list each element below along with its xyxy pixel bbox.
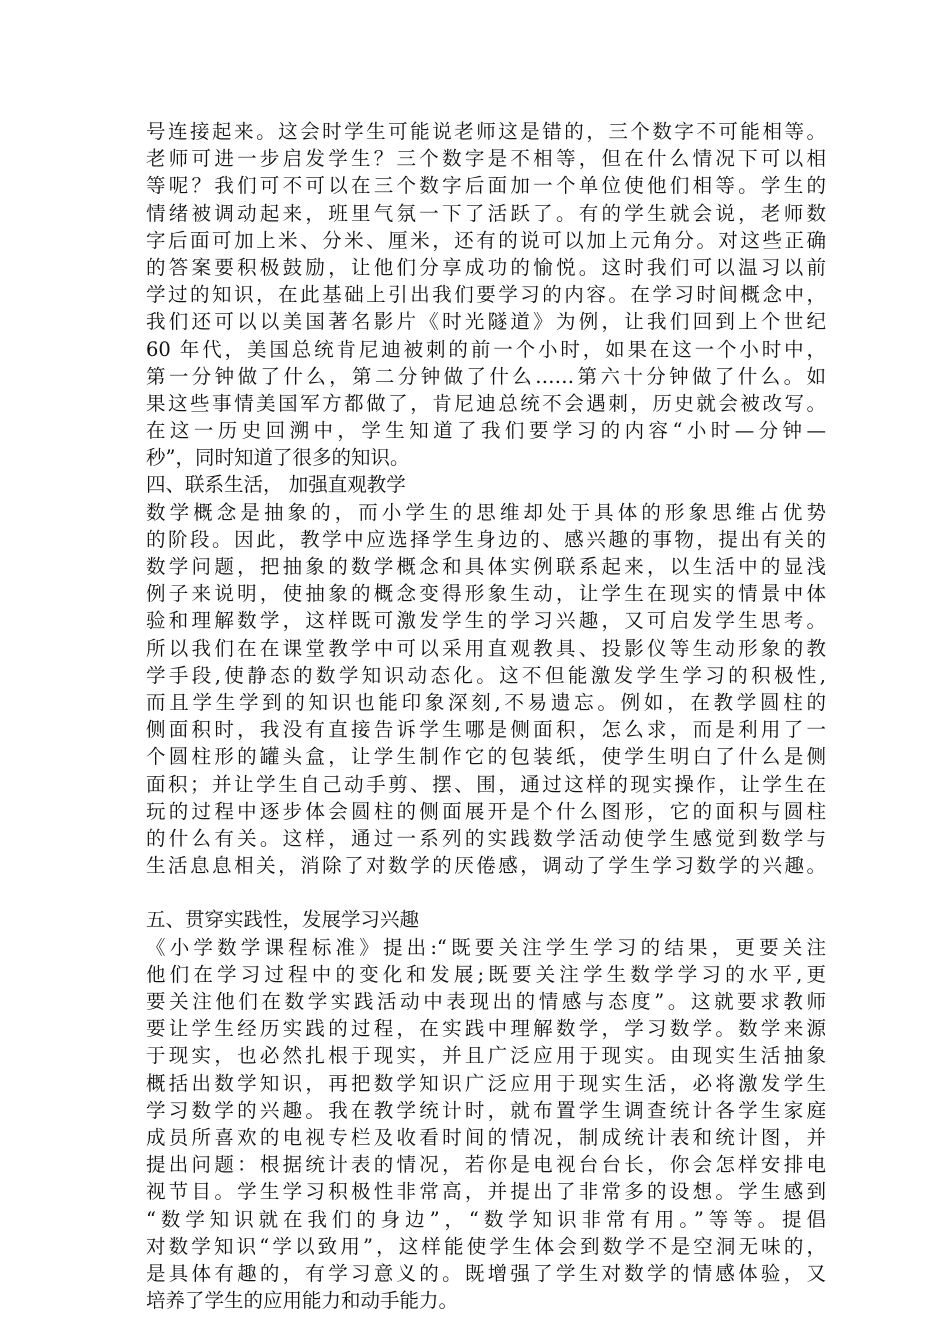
text-line: 数学概念是抽象的，而小学生的思维却处于具体的形象思维占优势 <box>146 500 826 524</box>
document-body <box>146 118 826 1314</box>
text-line: 验和理解数学，这样既可激发学生的学习兴趣，又可启发学生思考。 <box>146 609 826 633</box>
text-line: 等呢？我们可不可以在三个数字后面加一个单位使他们相等。学生的 <box>146 174 826 198</box>
text-line: 果这些事情美国军方都做了，肯尼迪总统不会遇刺，历史就会被改写。 <box>146 391 826 415</box>
text-line: 个圆柱形的罐头盒，让学生制作它的包装纸，使学生明白了什么是侧 <box>146 745 826 769</box>
text-line: 对数学知识“学以致用”，这样能使学生体会到数学不是空洞无味的， <box>146 1234 826 1258</box>
text-line: 生活息息相关，消除了对数学的厌倦感，调动了学生学习数学的兴趣。 <box>146 854 826 878</box>
text-line: 视节目。学生学习积极性非常高，并提出了非常多的设想。学生感到 <box>146 1180 826 1204</box>
text-line: 五、贯穿实践性，发展学习兴趣 <box>146 908 420 932</box>
text-line: 的答案要积极鼓励，让他们分享成功的愉悦。这时我们可以温习以前 <box>146 255 826 279</box>
text-line: 在这一历史回溯中，学生知道了我们要学习的内容“小时—分钟— <box>146 419 826 443</box>
text-line: 学习数学的兴趣。我在教学统计时，就布置学生调查统计各学生家庭 <box>146 1098 826 1122</box>
paragraph-gap <box>146 879 826 906</box>
text-line: 的什么有关。这样，通过一系列的实践数学活动使学生感觉到数学与 <box>146 826 826 850</box>
text-line: 所以我们在在课堂教学中可以采用直观教具、投影仪等生动形象的教 <box>146 636 826 660</box>
text-line: 成员所喜欢的电视专栏及收看时间的情况，制成统计表和统计图，并 <box>146 1125 826 1149</box>
text-line: 四、联系生活， 加强直观教学 <box>146 473 406 497</box>
text-line: 面积；并让学生自己动手剪、摆、围，通过这样的现实操作，让学生在 <box>146 772 826 796</box>
text-line: 的阶段。因此，教学中应选择学生身边的、感兴趣的事物，提出有关的 <box>146 527 826 551</box>
text-line: 学手段,使静态的数学知识动态化。这不但能激发学生学习的积极性, <box>146 663 826 687</box>
text-line: 于现实，也必然扎根于现实，并且广泛应用于现实。由现实生活抽象 <box>146 1044 826 1068</box>
text-line: 提出问题：根据统计表的情况，若你是电视台台长，你会怎样安排电 <box>146 1153 826 1177</box>
text-line: 培养了学生的应用能力和动手能力。 <box>146 1289 459 1313</box>
text-line: 而且学生学到的知识也能印象深刻,不易遗忘。例如，在教学圆柱的 <box>146 690 826 714</box>
text-line: 概括出数学知识，再把数学知识广泛应用于现实生活，必将激发学生 <box>146 1071 826 1095</box>
text-line: 他们在学习过程中的变化和发展;既要关注学生数学学习的水平,更 <box>146 962 826 986</box>
text-line: 秒”，同时知道了很多的知识。 <box>146 446 410 470</box>
text-line: “数学知识就在我们的身边”，“数学知识非常有用。”等等。提倡 <box>146 1207 826 1231</box>
text-line: 学过的知识，在此基础上引出我们要学习的内容。在学习时间概念中， <box>146 283 826 307</box>
text-line: 第一分钟做了什么，第二分钟做了什么……第六十分钟做了什么。如 <box>146 364 826 388</box>
text-line: 号连接起来。这会时学生可能说老师这是错的，三个数字不可能相等。 <box>146 120 826 143</box>
text-line: 60 年代，美国总统肯尼迪被刺的前一个小时，如果在这一个小时中， <box>146 337 826 361</box>
text-line: 玩的过程中逐步体会圆柱的侧面展开是个什么图形，它的面积与圆柱 <box>146 799 826 823</box>
text-line: 《小学数学课程标准》提出:“既要关注学生学习的结果，更要关注 <box>146 935 826 959</box>
text-line: 是具体有趣的，有学习意义的。既增强了学生对数学的情感体验，又 <box>146 1261 826 1285</box>
text-line: 侧面积时，我没有直接告诉学生哪是侧面积，怎么求，而是利用了一 <box>146 718 826 742</box>
text-line: 情绪被调动起来，班里气氛一下了活跃了。有的学生就会说，老师数 <box>146 201 826 225</box>
text-line: 我们还可以以美国著名影片《时光隧道》为例，让我们回到上个世纪 <box>146 310 826 334</box>
text-line: 例子来说明，使抽象的概念变得形象生动，让学生在现实的情景中体 <box>146 582 826 606</box>
text-line: 老师可进一步启发学生？三个数字是不相等，但在什么情况下可以相 <box>146 147 826 171</box>
text-line: 要关注他们在数学实践活动中表现出的情感与态度”。这就要求教师 <box>146 990 826 1013</box>
text-line: 数学问题，把抽象的数学概念和具体实例联系起来，以生活中的显浅 <box>146 555 826 578</box>
text-line: 要让学生经历实践的过程，在实践中理解数学，学习数学。数学来源 <box>146 1017 826 1041</box>
text-line: 字后面可加上米、分米、厘米，还有的说可以加上元角分。对这些正确 <box>146 228 826 252</box>
